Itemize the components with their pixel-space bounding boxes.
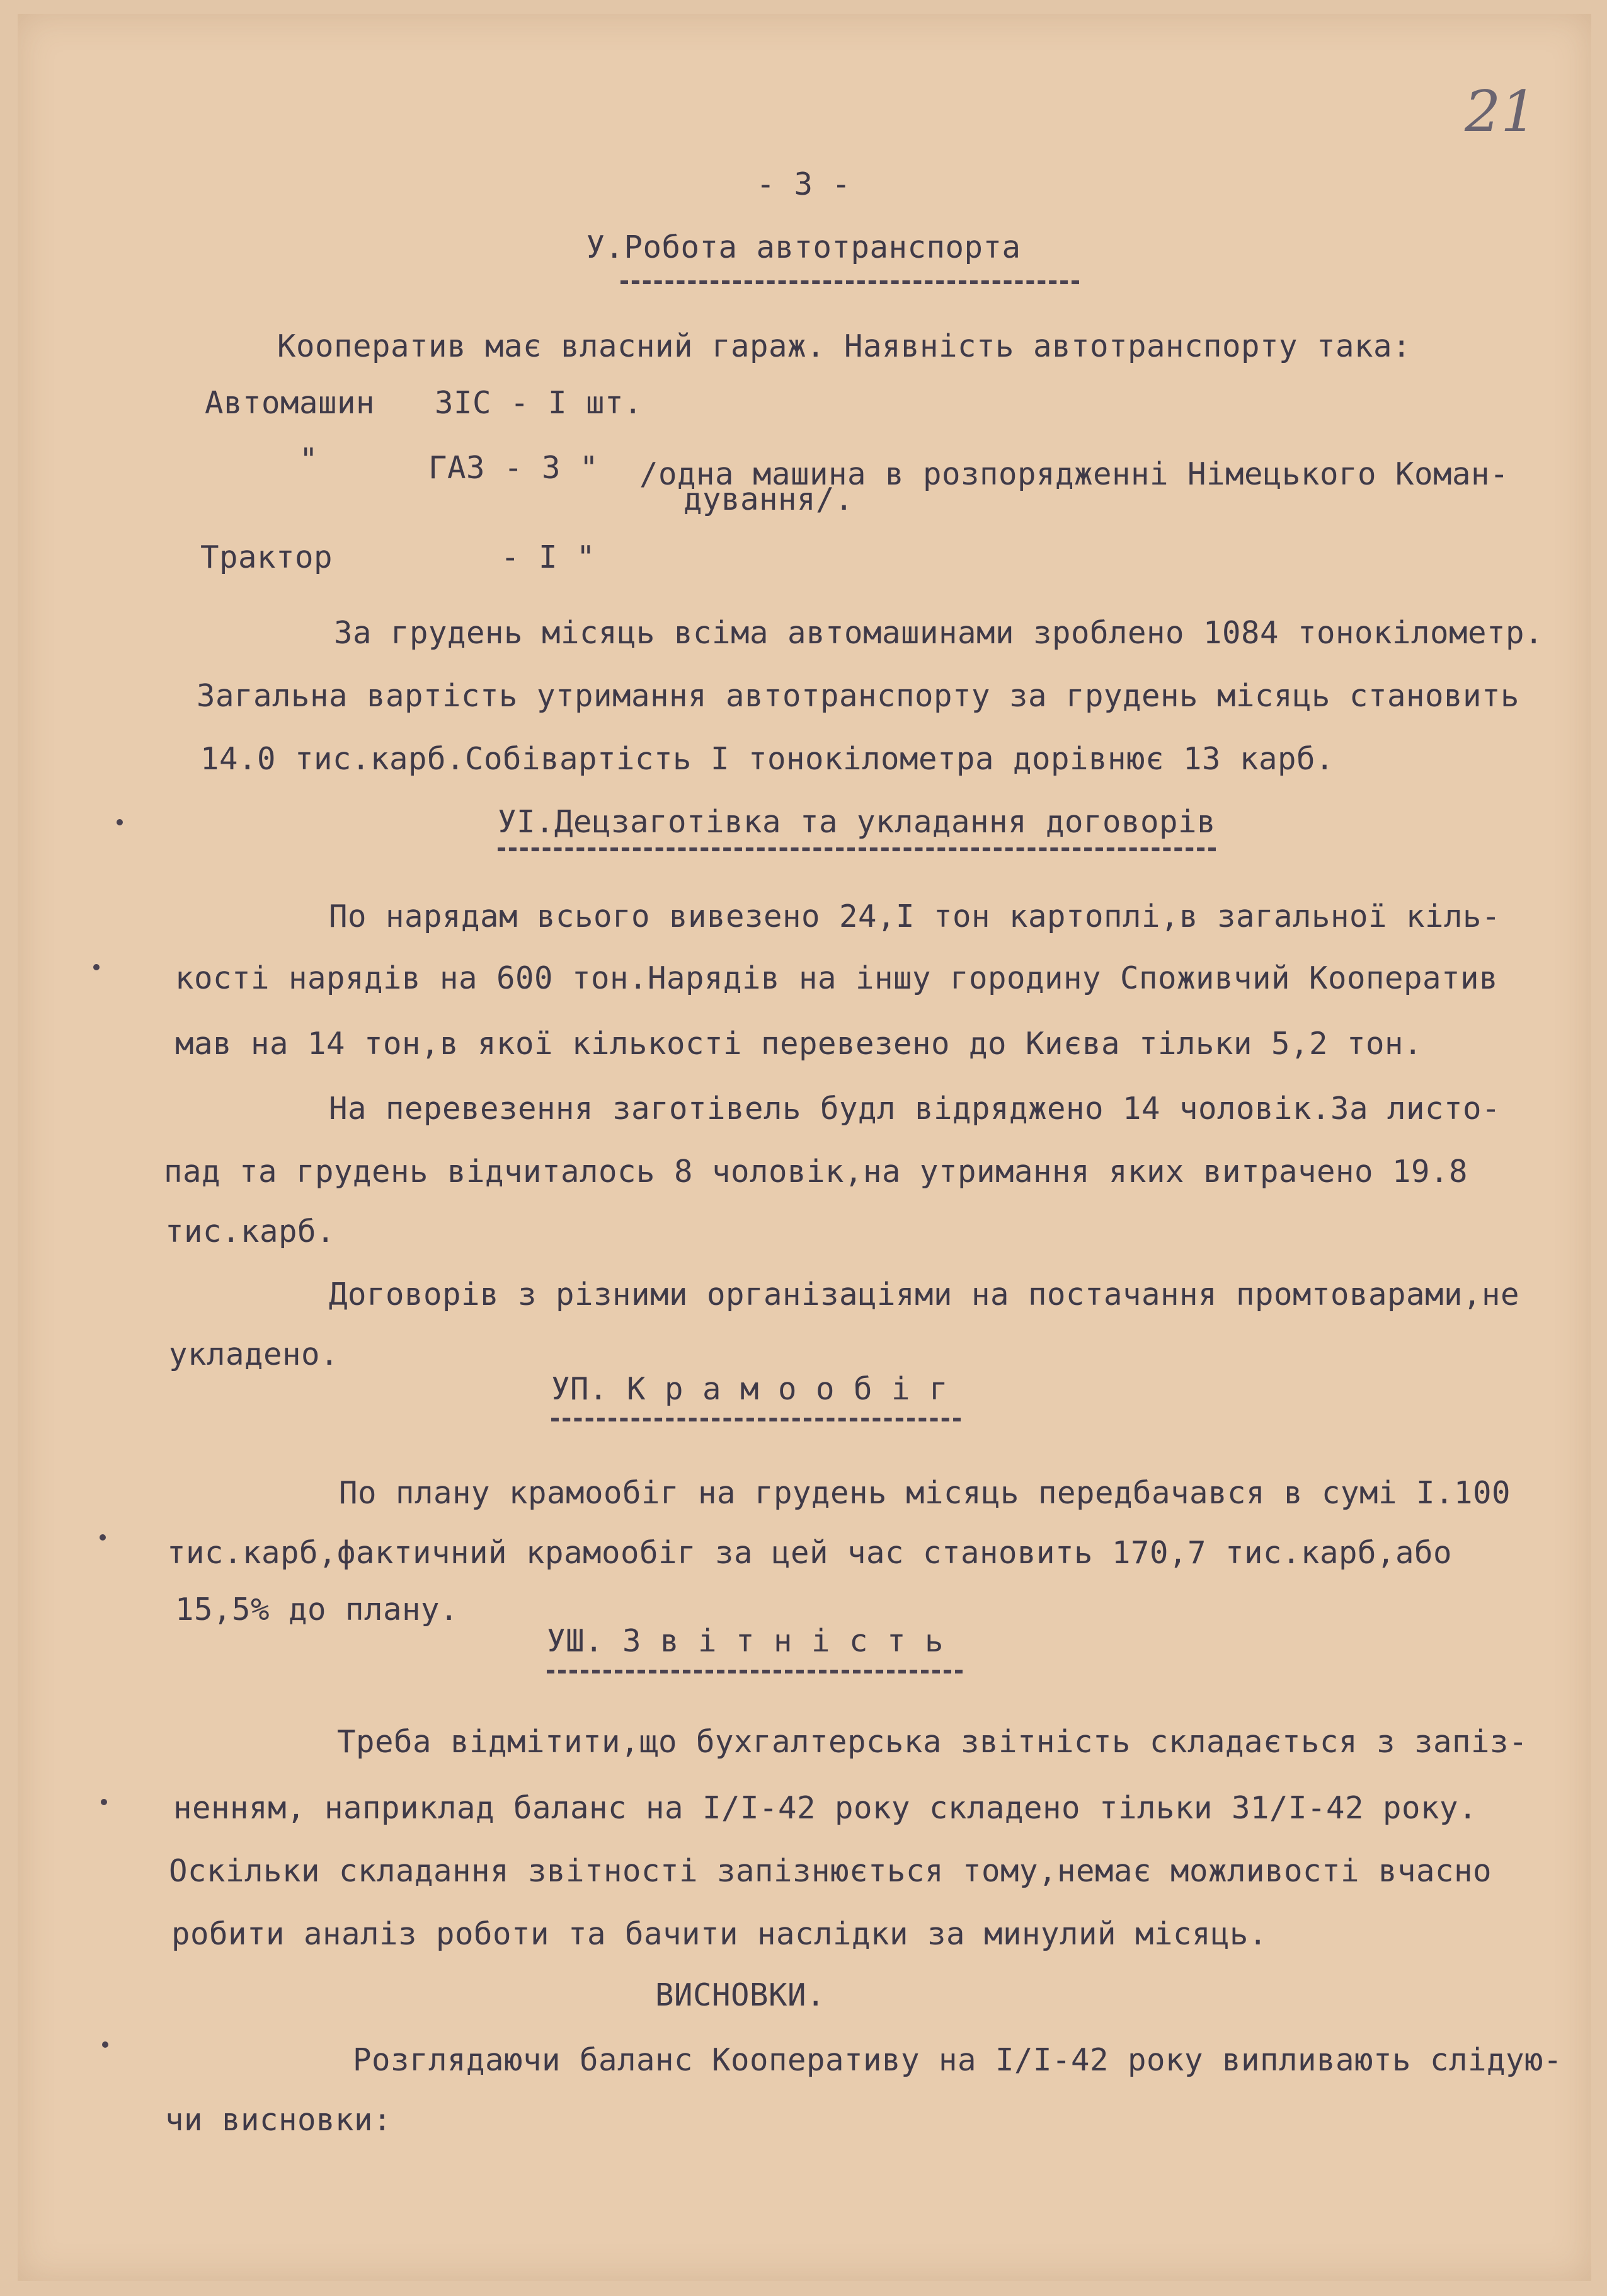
section-8-underline	[547, 1670, 963, 1673]
s5-row3-label: Трактор	[200, 539, 333, 575]
s6-line-7: Договорів з різними організаціями на постачання промтоварами,не	[329, 1277, 1520, 1312]
s5-row1-value: ЗІС - І шт.	[435, 385, 643, 421]
s5-row2-note-2: дування/.	[683, 481, 854, 517]
s6-line-3: мав на 14 тон,в якої кількості перевезено до Києва тільки 5,2 тон.	[175, 1026, 1423, 1062]
s5-row3-value: - І "	[501, 539, 596, 575]
conclusions-heading: ВИСНОВКИ.	[655, 1977, 826, 2013]
s7-line-2: тис.карб,фактичний крамообіг за цей час становить 170,7 тис.карб,або	[167, 1535, 1453, 1571]
conclusions-line-2: чи висновки:	[165, 2102, 392, 2138]
s5-p2: Загальна вартість утримання автотранспорту за грудень місяць становить	[197, 678, 1520, 714]
section-7-underline	[551, 1418, 961, 1421]
s7-line-1: По плану крамообіг на грудень місяць передбачався в сумі І.100	[339, 1475, 1511, 1511]
paper-speck	[117, 819, 123, 825]
s8-line-1: Треба відмітити,що бухгалтерська звітність складається з запіз-	[337, 1724, 1528, 1760]
section-6-underline	[498, 847, 1216, 851]
paper-speck	[101, 1799, 107, 1805]
page-number: - 3 -	[756, 166, 851, 202]
section-7-heading: УП. К р а м о о б і г	[551, 1371, 949, 1407]
conclusions-line-1: Розглядаючи баланс Кооперативу на І/І-42 року випливають слідую-	[353, 2042, 1563, 2078]
s8-line-3: Оскільки складання звітності запізнюється тому,немає можливості вчасно	[169, 1853, 1492, 1889]
s6-line-2: кості нарядів на 600 тон.Нарядів на іншу городину Споживчий Кооператив	[175, 960, 1499, 996]
section-8-heading: УШ. З в і т н і с т ь	[547, 1623, 944, 1659]
paper-speck	[102, 2041, 108, 2048]
s5-p3: 14.0 тис.карб.Собівартість І тонокілометра дорівнює 13 карб.	[200, 741, 1335, 777]
s6-line-4: На перевезення заготівель будл відряджено 14 чоловік.За листо-	[329, 1091, 1501, 1127]
s5-p1: За грудень місяць всіма автомашинами зроблено 1084 тонокілометр.	[334, 615, 1544, 651]
section-5-heading: У.Робота автотранспорта	[586, 229, 1021, 265]
s5-row2-value: ГАЗ - 3 "	[428, 450, 599, 486]
s7-line-3: 15,5% до плану.	[175, 1592, 459, 1627]
s6-line-8: укладено.	[169, 1336, 340, 1372]
s6-line-6: тис.карб.	[165, 1214, 336, 1249]
paper-speck	[93, 964, 100, 970]
s5-intro: Кооператив має власний гараж. Наявність автотранспорту така:	[277, 328, 1412, 364]
s6-line-5: пад та грудень відчиталось 8 чоловік,на утримання яких витрачено 19.8	[164, 1154, 1468, 1190]
s5-row1-label: Автомашин	[205, 385, 375, 421]
s8-line-4: робити аналіз роботи та бачити наслідки за минулий місяць.	[171, 1916, 1268, 1952]
s5-row2-label: "	[299, 442, 319, 478]
section-6-heading: УІ.Децзаготівка та укладання договорів	[498, 804, 1216, 840]
paper-speck	[100, 1534, 106, 1541]
s8-line-2: ненням, наприклад баланс на І/І-42 року складено тільки 31/І-42 року.	[173, 1790, 1478, 1826]
s5-row2-note-1: /одна машина в розпорядженні Німецького Коман-	[639, 456, 1509, 492]
section-5-underline	[620, 280, 1079, 284]
folio-number: 21	[1465, 79, 1537, 145]
s6-line-1: По нарядам всього вивезено 24,І тон картоплі,в загальної кіль-	[329, 898, 1501, 934]
